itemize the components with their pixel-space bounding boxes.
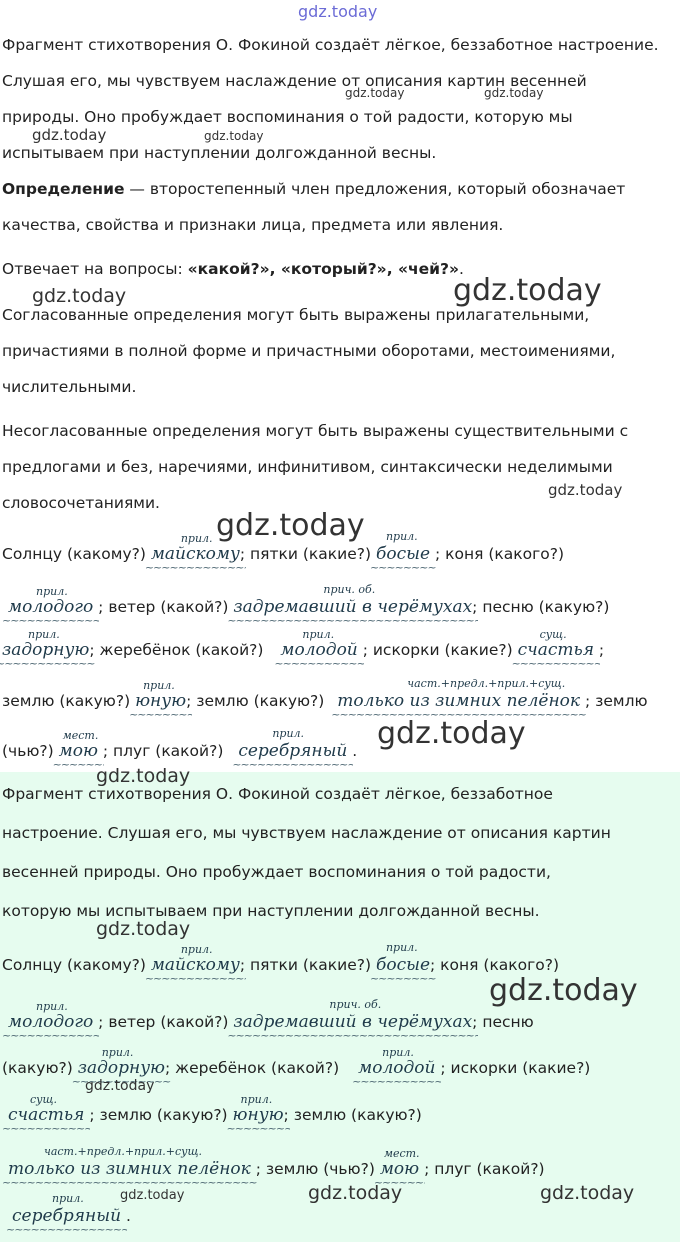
- handwritten-word: [233, 583, 473, 619]
- watermark: gdz.today: [204, 129, 264, 143]
- analysis-row-2: [2, 583, 610, 619]
- question-text: (какую?): [2, 1059, 73, 1077]
- question-text: ; песню: [472, 1013, 534, 1031]
- answer-row-5: [2, 1145, 545, 1181]
- watermark: gdz.today: [85, 1078, 155, 1094]
- analysis-row-3: [2, 628, 605, 662]
- defined-word: мою: [58, 741, 98, 761]
- question-text: ; землю (какую?): [89, 1106, 228, 1124]
- definition-term: Определение: [2, 180, 125, 198]
- pos-tag: част.+предл.+прил.+сущ.: [44, 1145, 203, 1158]
- defined-word: счастья: [517, 640, 594, 660]
- watermark: gdz.today: [308, 1182, 403, 1204]
- definition-line-2: качества, свойства и признаки лица, предмета или явления.: [2, 216, 504, 234]
- handwritten-word: [8, 1145, 251, 1181]
- defined-word: молодой: [358, 1058, 436, 1078]
- pos-tag: прил.: [302, 628, 335, 641]
- handwritten-word: [238, 727, 348, 763]
- watermark: gdz.today: [484, 86, 544, 100]
- pos-tag: прич. об.: [323, 583, 376, 596]
- questions-prefix: Отвечает на вопросы:: [2, 260, 188, 278]
- handwritten-word: [517, 628, 594, 662]
- pos-tag: прил.: [180, 943, 213, 956]
- defined-word: серебряный: [238, 741, 348, 761]
- pos-tag: прил.: [36, 585, 68, 598]
- question-text: ; землю (какую?): [186, 692, 325, 710]
- pos-tag: част.+предл.+прил.+сущ.: [407, 677, 566, 690]
- defined-word: юную: [135, 691, 187, 711]
- defined-word: молодой: [280, 640, 358, 660]
- pos-tag: прил.: [272, 727, 305, 740]
- question-text: ; плуг (какой?): [424, 1160, 545, 1178]
- defined-word: майскому: [150, 544, 240, 564]
- analysis-row-1: [2, 530, 564, 566]
- watermark: gdz.today: [489, 973, 638, 1008]
- handwritten-word: [337, 677, 581, 713]
- question-text: ; жеребёнок (какой?): [165, 1059, 340, 1077]
- answer-row-6: [2, 1192, 131, 1228]
- unagreed-line-1: Несогласованные определения могут быть выражены существительными с: [2, 422, 629, 440]
- question-text: ; землю (какую?): [283, 1106, 422, 1124]
- pos-tag: прил.: [143, 679, 175, 692]
- answer-line-3: весенней природы. Оно пробуждает воспоминания о той радости,: [2, 863, 551, 881]
- defined-word: молодого: [8, 597, 94, 617]
- question-text: ; коня (какого?): [430, 956, 560, 974]
- unagreed-line-2: предлогами и без, наречиями, инфинитивом, синтаксически неделимыми: [2, 458, 613, 476]
- question-text: ; ветер (какой?): [98, 598, 229, 616]
- question-text: ; искорки (какие?): [440, 1059, 591, 1077]
- watermark: gdz.today: [96, 765, 191, 787]
- watermark: gdz.today: [298, 2, 378, 21]
- watermark: gdz.today: [96, 918, 191, 940]
- question-text: ; жеребёнок (какой?): [89, 641, 264, 659]
- question-text: ; землю (чью?): [255, 1160, 375, 1178]
- handwritten-word: [233, 998, 473, 1034]
- pos-tag: прил.: [385, 941, 418, 954]
- pos-tag: прил.: [52, 1192, 84, 1205]
- analysis-row-4: [2, 677, 648, 713]
- question-text: .: [125, 1207, 131, 1225]
- pos-tag: сущ.: [539, 628, 567, 641]
- watermark: gdz.today: [32, 285, 127, 307]
- question-text: Солнцу (какому?): [2, 956, 146, 974]
- answer-row-3: [2, 1046, 591, 1080]
- answer-line-4: которую мы испытываем при наступлении долгожданной весны.: [2, 902, 540, 920]
- handwritten-word: [280, 628, 358, 662]
- watermark: gdz.today: [216, 508, 365, 543]
- question-text: землю (какую?): [2, 692, 131, 710]
- handwritten-word: [77, 1046, 166, 1080]
- answer-row-1: [2, 941, 560, 977]
- analysis-row-5: [2, 727, 358, 763]
- question-text: ; ветер (какой?): [98, 1013, 229, 1031]
- pos-tag: мест.: [62, 729, 99, 742]
- intro-line-4: испытываем при наступлении долгожданной весны.: [2, 144, 437, 162]
- question-text: ; коня (какого?): [434, 545, 564, 563]
- defined-word: задремавший в черёмухах: [233, 1012, 473, 1032]
- defined-word: только из зимних пелёнок: [337, 691, 581, 711]
- pos-tag: мест.: [383, 1147, 420, 1160]
- watermark: gdz.today: [453, 273, 602, 308]
- question-text: ; землю: [585, 692, 648, 710]
- defined-word: юную: [232, 1105, 284, 1125]
- defined-word: мою: [379, 1159, 420, 1179]
- handwritten-word: [8, 1000, 94, 1034]
- defined-word: только из зимних пелёнок: [8, 1159, 251, 1179]
- watermark: gdz.today: [540, 1182, 635, 1204]
- handwritten-word: [375, 530, 431, 566]
- intro-line-2: Слушая его, мы чувствуем наслаждение от описания картин весенней: [2, 72, 587, 90]
- handwritten-word: [8, 1093, 85, 1127]
- question-text: Солнцу (какому?): [2, 545, 146, 563]
- pos-tag: прил.: [382, 1046, 414, 1059]
- agreed-line-3: числительными.: [2, 378, 137, 396]
- watermark: gdz.today: [120, 1188, 185, 1203]
- defined-word: задремавший в черёмухах: [233, 597, 473, 617]
- pos-tag: прил.: [28, 628, 60, 641]
- definition-line-1: [2, 180, 625, 198]
- defined-word: босые: [375, 544, 431, 564]
- answer-line-1: Фрагмент стихотворения О. Фокиной создаёт лёгкое, беззаботное: [2, 785, 553, 803]
- question-text: ; пятки (какие?): [239, 545, 372, 563]
- handwritten-word: [135, 679, 187, 713]
- agreed-line-1: Согласованные определения могут быть выражены прилагательными,: [2, 306, 590, 324]
- answer-row-4: [2, 1093, 422, 1127]
- intro-line-3: природы. Оно пробуждает воспоминания о той радости, которую мы: [2, 108, 573, 126]
- watermark: gdz.today: [548, 481, 623, 499]
- definition-text: — второстепенный член предложения, который обозначает: [124, 180, 626, 198]
- question-text: ; песню (какую?): [472, 598, 610, 616]
- unagreed-line-3: словосочетаниями.: [2, 494, 160, 512]
- handwritten-word: [358, 1046, 436, 1080]
- handwritten-word: [150, 943, 240, 977]
- defined-word: задорную: [2, 640, 90, 660]
- question-text: (чью?): [2, 742, 54, 760]
- handwritten-word: [232, 1093, 284, 1127]
- pos-tag: прил.: [385, 530, 418, 543]
- answer-row-2: [2, 998, 534, 1034]
- pos-tag: прич. об.: [329, 998, 382, 1011]
- question-text: ; плуг (какой?): [102, 742, 224, 760]
- watermark: gdz.today: [377, 716, 526, 751]
- agreed-line-2: причастиями в полной форме и причастными оборотами, местоимениями,: [2, 342, 616, 360]
- answer-line-2: настроение. Слушая его, мы чувствуем наслаждение от описания картин: [2, 824, 611, 842]
- watermark: gdz.today: [345, 86, 405, 100]
- pos-tag: прил.: [101, 1046, 134, 1059]
- handwritten-word: [2, 628, 90, 662]
- question-text: .: [352, 742, 358, 760]
- handwritten-word: [12, 1192, 122, 1228]
- defined-word: босые: [375, 955, 431, 975]
- watermark: gdz.today: [32, 126, 107, 144]
- handwritten-word: [58, 729, 99, 763]
- questions-suffix: .: [459, 260, 464, 278]
- questions-line: [2, 260, 464, 278]
- handwritten-word: [150, 532, 240, 566]
- intro-line-1: Фрагмент стихотворения О. Фокиной создаёт лёгкое, беззаботное настроение.: [2, 36, 659, 54]
- pos-tag: прил.: [180, 532, 213, 545]
- handwritten-word: [375, 941, 431, 977]
- pos-tag: прил.: [36, 1000, 68, 1013]
- defined-word: счастья: [8, 1105, 85, 1125]
- questions-list: «какой?», «который?», «чей?»: [187, 260, 460, 278]
- pos-tag: прил.: [240, 1093, 273, 1106]
- defined-word: задорную: [77, 1058, 166, 1078]
- handwritten-word: [8, 585, 94, 619]
- defined-word: молодого: [8, 1012, 94, 1032]
- pos-tag: сущ.: [30, 1093, 58, 1106]
- question-text: ;: [598, 641, 605, 659]
- question-text: ; искорки (какие?): [362, 641, 513, 659]
- defined-word: серебряный: [12, 1206, 122, 1226]
- handwritten-word: [379, 1147, 420, 1181]
- defined-word: майскому: [150, 955, 240, 975]
- question-text: ; пятки (какие?): [239, 956, 372, 974]
